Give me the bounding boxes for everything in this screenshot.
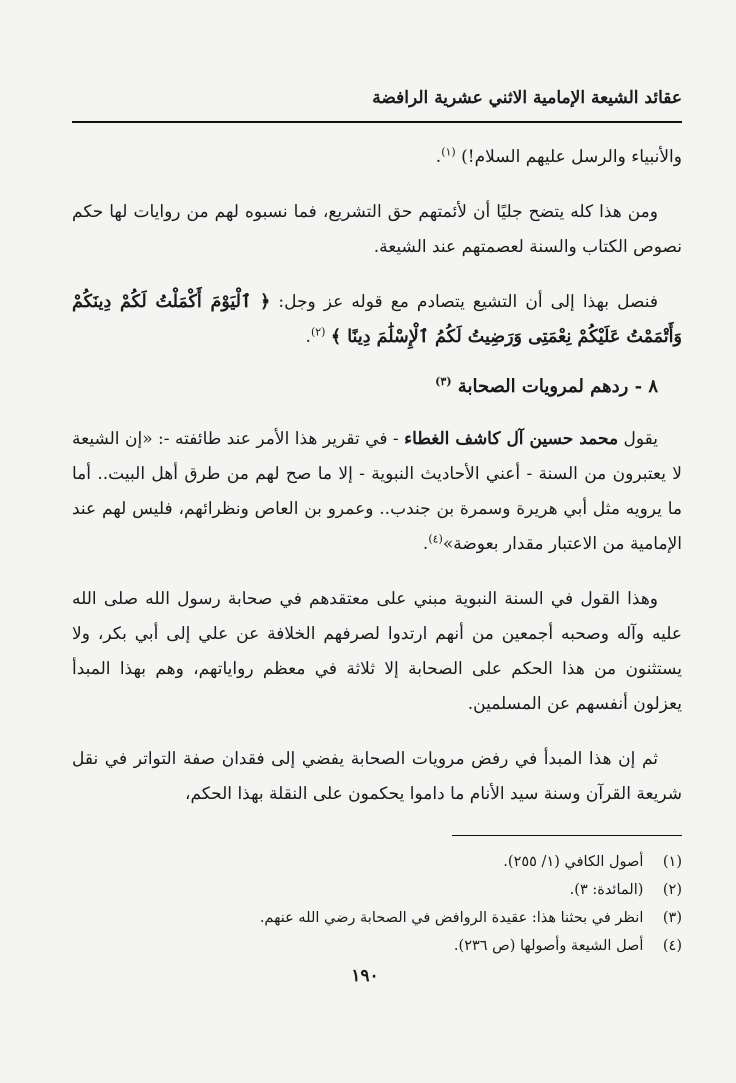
page-body: [72, 140, 682, 832]
footnote-1-number: (١): [662, 854, 682, 870]
footnote-divider: [452, 835, 682, 836]
footnotes: [72, 848, 682, 960]
footnote-ref-4[interactable]: (٤): [428, 532, 443, 546]
footnote-4: [72, 932, 682, 960]
paragraph-4-tail: .: [422, 534, 429, 554]
footnote-1-text: أصول الكافي (١/ ٢٥٥).: [503, 854, 644, 870]
paragraph-1-text: والأنبياء والرسل عليهم السلام!): [455, 147, 682, 167]
footnote-2-text: (المائدة: ٣).: [569, 882, 644, 898]
footnote-3-text: انظر في بحثنا هذا: عقيدة الروافض في الصحابة رضي الله عنهم.: [259, 910, 644, 926]
header-divider: [72, 121, 682, 123]
paragraph-5: وهذا القول في السنة النبوية مبني على معتقدهم في صحابة رسول الله صلى الله عليه وآله وصحبه أجمعين من أنهم ارتدوا لصرفهم الخلافة عن علي إلى أبي بكر، ولا يستثنون من هذا الحكم على الصحابة إلا ثلاثة في معظم رواياتهم، وهم بهذا المبدأ يعزلون أنفسهم عن المسلمين.: [72, 589, 682, 714]
paragraph-4: [72, 422, 682, 562]
paragraph-4-lead: يقول: [618, 429, 658, 449]
paragraph-3-tail: .: [305, 327, 311, 347]
footnote-2-number: (٢): [662, 882, 682, 898]
footnote-ref-2[interactable]: (٢): [310, 325, 326, 339]
footnote-ref-1[interactable]: (١): [441, 145, 456, 159]
author-name: محمد حسين آل كاشف الغطاء: [404, 429, 619, 449]
quran-verse: ﴿ ٱلْيَوْمَ أَكْمَلْتُ لَكُمْ دِينَكُمْ وَأَتْمَمْتُ عَلَيْكُمْ نِعْمَتِى وَرَضِيتُ لَكُمُ ٱلْإِسْلَٰمَ دِينًا ﴾: [72, 292, 682, 347]
running-header-title: عقائد الشيعة الإمامية الاثني عشرية الرافضة: [372, 88, 682, 108]
page-number: ١٩٠: [351, 966, 379, 986]
paragraph-4-text: - في تقرير هذا الأمر عند طائفته -: «إن الشيعة لا يعتبرون من السنة - أعني الأحاديث النبوية - إلا ما صح لهم من طرق أهل البيت.. أما ما يرويه مثل أبي هريرة وسمرة بن جندب.. وعمرو بن العاص ونظرائهم، فليس لهم عند الإمامية من الاعتبار مقدار بعوضة»: [72, 429, 682, 554]
footnote-4-text: أصل الشيعة وأصولها (ص ٢٣٦).: [453, 938, 644, 954]
paragraph-2: ومن هذا كله يتضح جليًا أن لأئمتهم حق التشريع، فما نسبوه لهم من روايات لها حكم نصوص الكتاب والسنة لعصمتهم عند الشيعة.: [72, 202, 682, 257]
paragraph-1: [72, 140, 682, 175]
section-heading: [72, 369, 682, 404]
footnote-3: [72, 904, 682, 932]
paragraph-3-lead: فنصل بهذا إلى أن التشيع يتصادم مع قوله عز وجل:: [270, 292, 658, 312]
footnote-3-number: (٣): [662, 910, 682, 926]
section-heading-text: ٨ - ردهم لمرويات الصحابة: [451, 376, 658, 397]
footnote-ref-3[interactable]: (٣): [435, 375, 452, 388]
footnote-2: [72, 876, 682, 904]
paragraph-1-tail: .: [435, 147, 442, 167]
footnote-1: [72, 848, 682, 876]
paragraph-3: [72, 285, 682, 355]
paragraph-6: ثم إن هذا المبدأ في رفض مرويات الصحابة يفضي إلى فقدان صفة التواتر في نقل شريعة القرآن وسنة سيد الأنام ما داموا يحكمون على النقلة بهذا الحكم،: [72, 749, 682, 804]
footnote-4-number: (٤): [662, 938, 682, 954]
